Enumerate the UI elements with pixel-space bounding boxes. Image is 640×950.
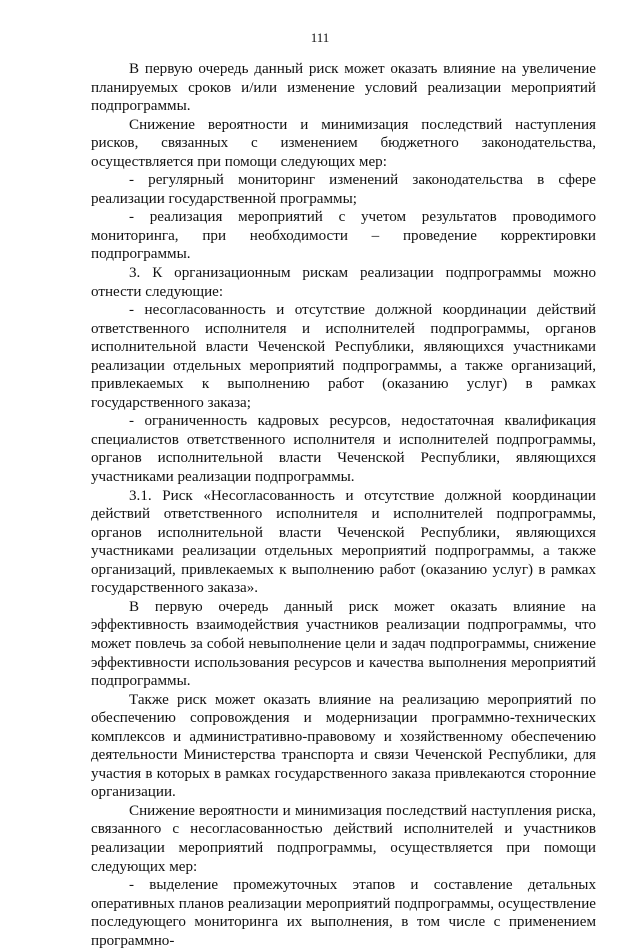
paragraph: 3. К организационным рискам реализации подпрограммы можно отнести следующие: — [91, 265, 596, 300]
paragraph: В первую очередь данный риск может оказать влияние на эффективность взаимодействия участников реализации подпрограммы, что может повлечь за собой невыполнение цели и задач подпрограммы, снижение эффективности использования ресурсов и качества выполнения мероприятий подпрограммы. — [91, 598, 596, 690]
list-item: - несогласованность и отсутствие должной координации действий ответственного исполнителя и исполнителей подпрограммы, органов исполнительной власти Чеченской Республики, являющихся участниками реализации отдельных мероприятий подпрограммы, а также организаций, привлекаемых к выполнению работ (оказанию услуг) в рамках государственного заказа; — [91, 302, 596, 411]
paragraph: Также риск может оказать влияние на реализацию мероприятий по обеспечению сопровождения и модернизации программно-технических комплексов и административно-правовому и хозяйственному обеспечению деятельности Министерства транспорта и связи Чеченской Республики, для участия в которых в рамках государственного заказа привлекаются сторонние организации. — [91, 691, 596, 801]
paragraph: 3.1. Риск «Несогласованность и отсутствие должной координации действий ответственного исполнителя и исполнителей подпрограммы, органов исполнительной власти Чеченской Республики, являющихся участниками реализации отдельных мероприятий подпрограммы, а также организаций, привлекаемых к выполнению работ (оказанию услуг) в рамках государственного заказа». — [91, 487, 596, 597]
page-number: 111 — [310, 30, 330, 45]
list-item: - выделение промежуточных этапов и составление детальных оперативных планов реализации мероприятий подпрограммы, осуществление последующего мониторинга их выполнения, в том числе с применением программно- — [91, 877, 596, 949]
list-item: - регулярный мониторинг изменений законодательства в сфере реализации государственной программы; — [91, 172, 596, 207]
paragraph: Снижение вероятности и минимизация последствий наступления рисков, связанных с изменением бюджетного законодательства, осуществляется при помощи следующих мер: — [91, 116, 596, 170]
document-body — [91, 60, 596, 950]
list-item: - ограниченность кадровых ресурсов, недостаточная квалификация специалистов ответственного исполнителя и исполнителей подпрограммы, органов исполнительной власти Чеченской Республики, являющихся участниками реализации подпрограммы. — [91, 413, 596, 486]
list-item: - реализация мероприятий с учетом результатов проводимого мониторинга, при необходимости – проведение корректировки подпрограммы. — [91, 209, 596, 263]
paragraph: Снижение вероятности и минимизация последствий наступления риска, связанного с несогласованностью действий исполнителей и участников реализации мероприятий подпрограммы, осуществляется при помощи следующих мер: — [91, 802, 596, 875]
paragraph: В первую очередь данный риск может оказать влияние на увеличение планируемых сроков и/или изменение условий реализации мероприятий подпрограммы. — [91, 61, 596, 115]
